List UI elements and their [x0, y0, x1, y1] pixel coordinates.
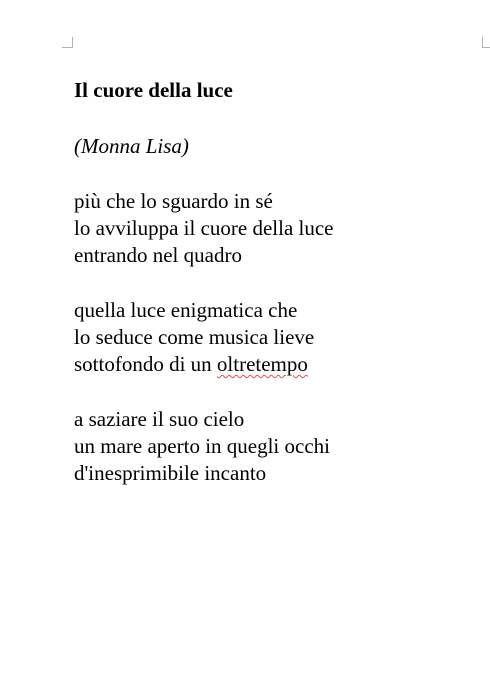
poem-title: Il cuore della luce	[74, 78, 233, 102]
spellcheck-flagged-word[interactable]: oltretempo	[216, 352, 308, 376]
stanza-2	[74, 297, 474, 378]
poem-line-text: sottofondo di un	[74, 352, 217, 376]
poem-line: un mare aperto in quegli occhi	[74, 434, 330, 458]
poem-line: più che lo sguardo in sé	[74, 189, 273, 213]
poem-line: a saziare il suo cielo	[74, 407, 245, 431]
poem-subtitle: (Monna Lisa)	[74, 134, 189, 158]
poem-line: entrando nel quadro	[74, 243, 242, 267]
stanza-1	[74, 188, 474, 269]
poem-line: lo avviluppa il cuore della luce	[74, 216, 334, 240]
poem-line: d'inesprimibile incanto	[74, 461, 267, 485]
poem-line: lo seduce come musica lieve	[74, 325, 315, 349]
poem-line	[74, 351, 474, 378]
stanza-3	[74, 406, 474, 487]
top-right-margin-mark	[482, 37, 490, 48]
poem-line: quella luce enigmatica che	[74, 298, 298, 322]
top-left-margin-mark	[62, 37, 73, 48]
document-body[interactable]	[74, 76, 474, 487]
